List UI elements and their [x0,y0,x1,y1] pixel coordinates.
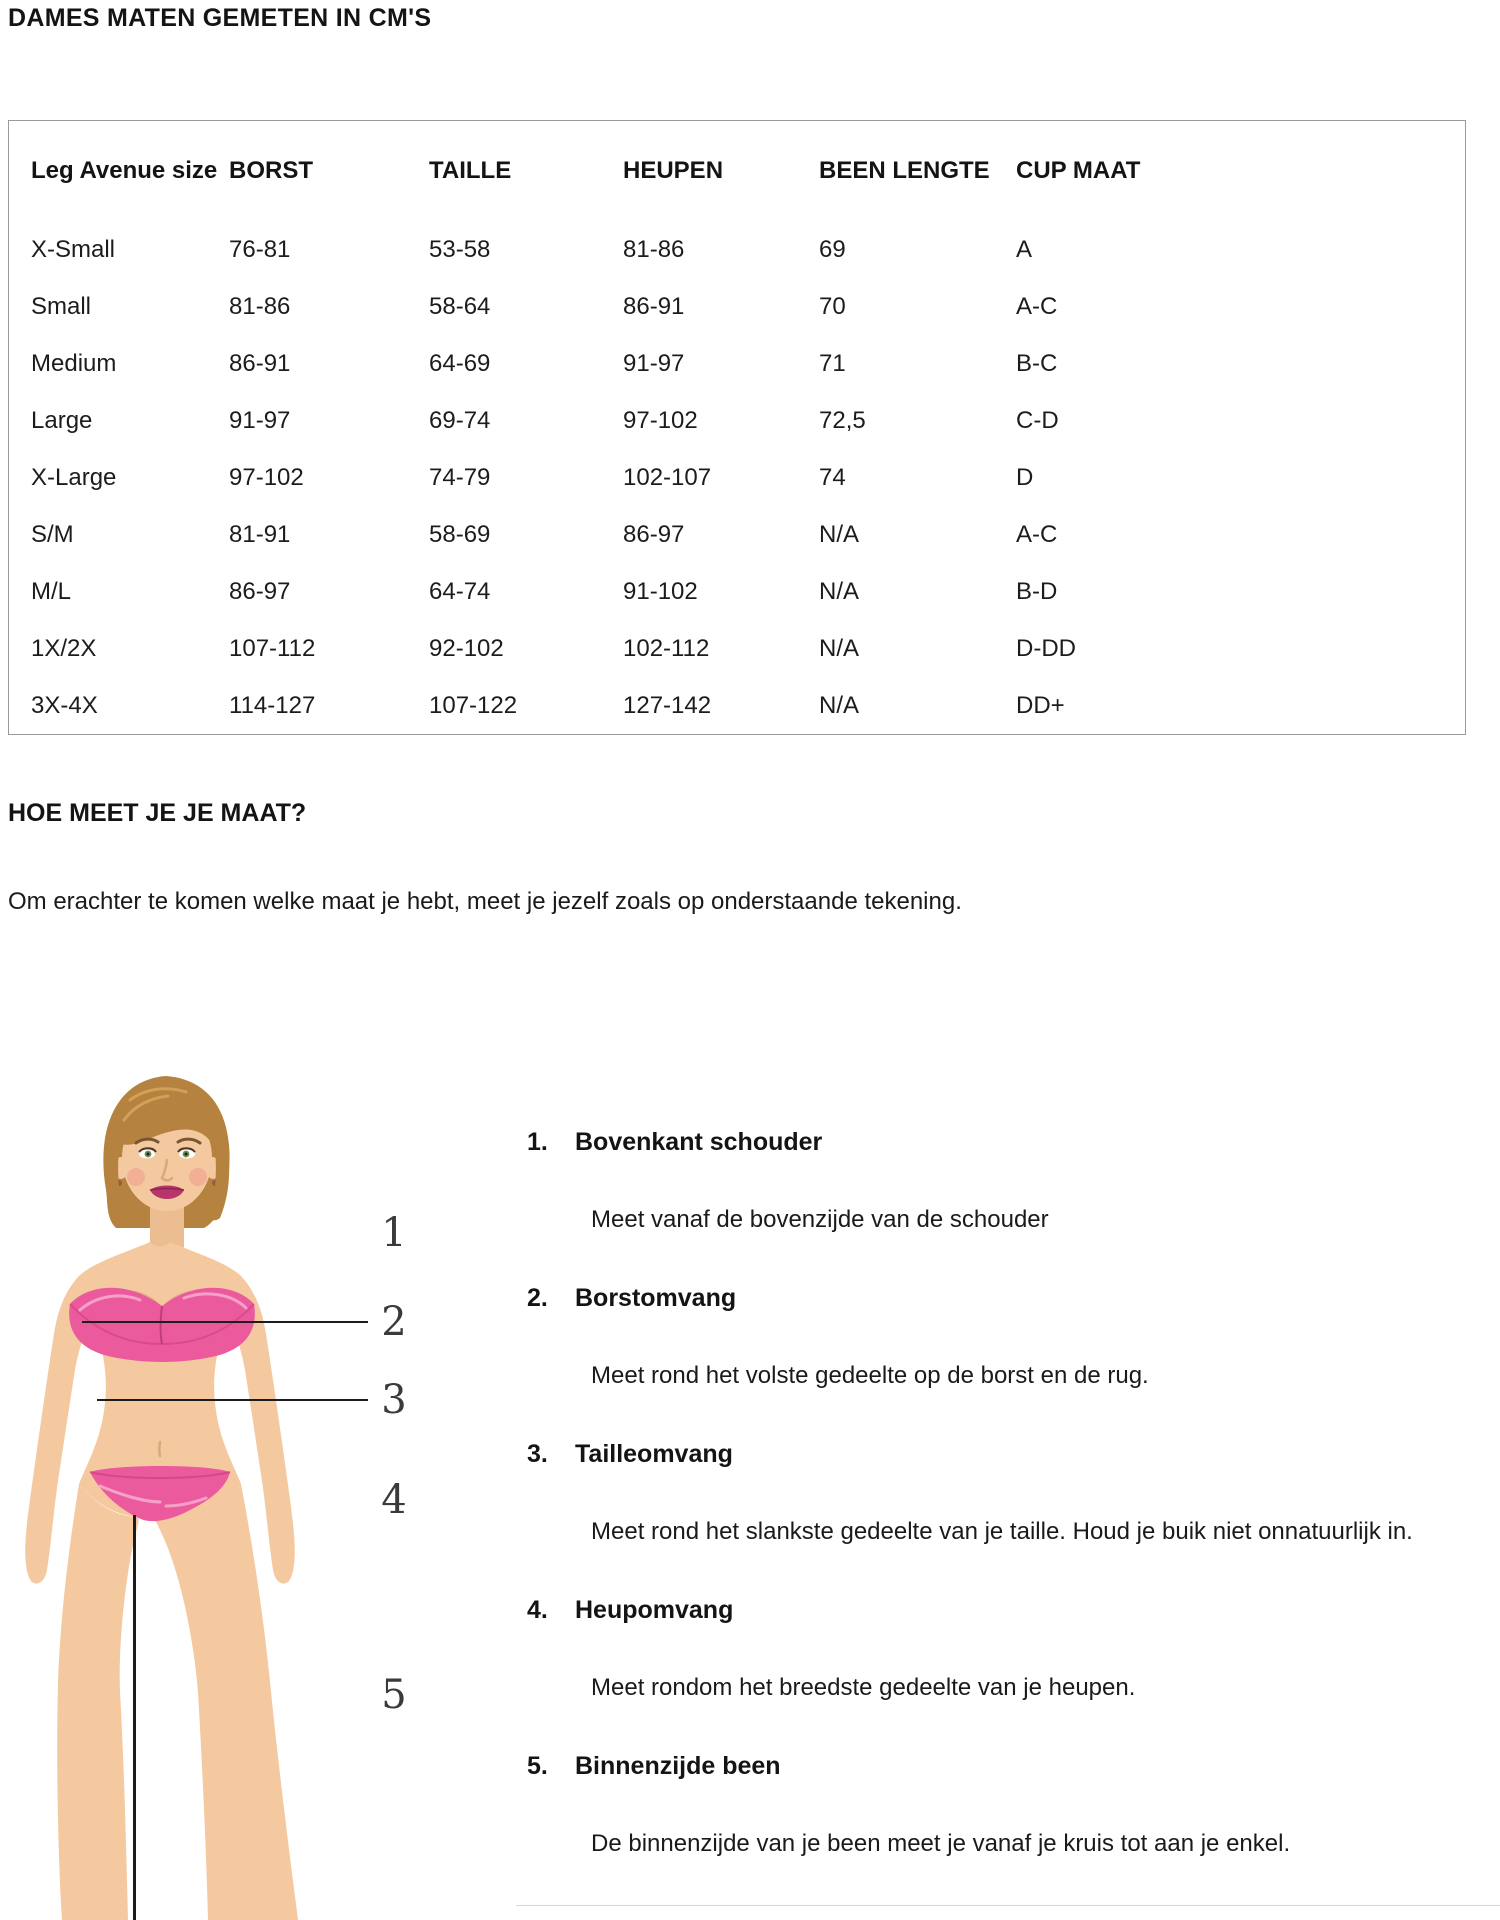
table-cell: 64-69 [429,349,491,377]
table-cell: Medium [31,349,117,377]
table-cell: 58-69 [429,520,491,548]
column-header-3: HEUPEN [623,157,724,184]
column-header-4: BEEN LENGTE [819,157,990,184]
table-cell: 81-86 [229,292,291,320]
howto-heading: HOE MEET JE JE MAAT? [8,799,307,827]
woman-body [25,1076,298,1920]
table-row [9,335,1465,392]
table-cell: M/L [31,577,72,605]
table-cell: B-D [1016,577,1058,605]
table-cell: 127-142 [623,691,712,719]
table-cell: DD+ [1016,691,1065,719]
table-cell: 92-102 [429,634,504,662]
step-title-4 [527,1594,1485,1626]
table-cell: 107-112 [229,634,316,662]
table-cell: 72,5 [819,406,866,434]
step-title-5 [527,1750,1485,1782]
step-number: 5. [527,1752,548,1780]
table-cell: 53-58 [429,235,491,263]
step-body-4: Meet rondom het breedste gedeelte van je heupen. [591,1674,1136,1701]
table-cell: 3X-4X [31,691,98,719]
table-cell: 97-102 [229,463,304,491]
table-cell: 69-74 [429,406,491,434]
table-row [9,221,1465,278]
figure-label-1: 1 [381,1210,407,1256]
size-table-body [9,221,1465,734]
size-table-grid [9,121,1465,734]
table-cell: N/A [819,577,860,605]
table-cell: B-C [1016,349,1058,377]
step-title-1 [527,1126,1485,1158]
step-title-text: Heupomvang [575,1596,734,1624]
table-cell: 114-127 [229,691,316,719]
table-cell: D-DD [1016,634,1076,662]
measure-line-bust [82,1321,368,1323]
column-header-5: CUP MAAT [1016,157,1141,184]
table-cell: N/A [819,634,860,662]
table-cell: X-Large [31,463,117,491]
column-header-0: Leg Avenue size [31,157,218,184]
table-cell: Small [31,292,92,320]
step-number: 3. [527,1440,548,1468]
step-title-text: Tailleomvang [575,1440,733,1468]
table-cell: 74 [819,463,846,491]
step-title-text: Borstomvang [575,1284,737,1312]
table-cell: 1X/2X [31,634,97,662]
measurement-figure [0,1040,450,1920]
table-row [9,620,1465,677]
size-table-header-row [9,121,1465,221]
step-body-1: Meet vanaf de bovenzijde van de schouder [591,1206,1049,1233]
figure-label-4: 4 [381,1477,407,1523]
table-cell: A-C [1016,520,1058,548]
table-cell: N/A [819,520,860,548]
table-cell: 91-97 [623,349,685,377]
measure-line-inseam [133,1515,136,1920]
table-cell: 107-122 [429,691,518,719]
table-cell: A [1016,235,1033,263]
step-title-2 [527,1282,1485,1314]
table-cell: D [1016,463,1034,491]
figure-label-3: 3 [381,1377,407,1423]
measure-line-waist [97,1399,368,1401]
table-row [9,677,1465,734]
table-row [9,392,1465,449]
table-cell: 86-91 [623,292,685,320]
table-cell: S/M [31,520,74,548]
step-body-3: Meet rond het slankste gedeelte van je taille. Houd je buik niet onnatuurlijk in. [591,1518,1413,1545]
step-title-text: Binnenzijde been [575,1752,781,1780]
table-row [9,506,1465,563]
step-title-text: Bovenkant schouder [575,1128,823,1156]
table-cell: 74-79 [429,463,491,491]
step-body-2: Meet rond het volste gedeelte op de borst en de rug. [591,1362,1149,1389]
step-number: 4. [527,1596,548,1624]
table-cell: 86-97 [229,577,291,605]
table-cell: 86-91 [229,349,291,377]
table-cell: 70 [819,292,846,320]
table-cell: 91-102 [623,577,698,605]
figure-label-5: 5 [381,1672,407,1718]
step-title-3 [527,1438,1485,1470]
table-cell: 58-64 [429,292,491,320]
howto-intro: Om erachter te komen welke maat je hebt, meet je jezelf zoals op onderstaande tekening. [8,888,962,915]
table-cell: 86-97 [623,520,685,548]
table-cell: 81-91 [229,520,291,548]
table-cell: 76-81 [229,235,291,263]
table-cell: 71 [819,349,846,377]
table-cell: 91-97 [229,406,291,434]
table-cell: 81-86 [623,235,685,263]
table-cell: N/A [819,691,860,719]
table-row [9,563,1465,620]
table-cell: C-D [1016,406,1059,434]
column-header-2: TAILLE [429,157,512,184]
table-cell: 102-107 [623,463,712,491]
table-cell: 97-102 [623,406,698,434]
size-table [8,120,1466,735]
step-number: 2. [527,1284,548,1312]
table-cell: A-C [1016,292,1058,320]
step-body-5: De binnenzijde van je been meet je vanaf je kruis tot aan je enkel. [591,1830,1291,1857]
step-number: 1. [527,1128,548,1156]
table-cell: X-Small [31,235,116,263]
page-title: DAMES MATEN GEMETEN IN CM'S [8,4,432,32]
bottom-divider [516,1905,1500,1906]
table-row [9,449,1465,506]
column-header-1: BORST [229,157,313,184]
table-cell: 64-74 [429,577,491,605]
table-cell: Large [31,406,93,434]
table-cell: 102-112 [623,634,710,662]
measurement-steps [527,1126,1485,1906]
table-row [9,278,1465,335]
figure-label-2: 2 [381,1299,407,1345]
table-cell: 69 [819,235,846,263]
